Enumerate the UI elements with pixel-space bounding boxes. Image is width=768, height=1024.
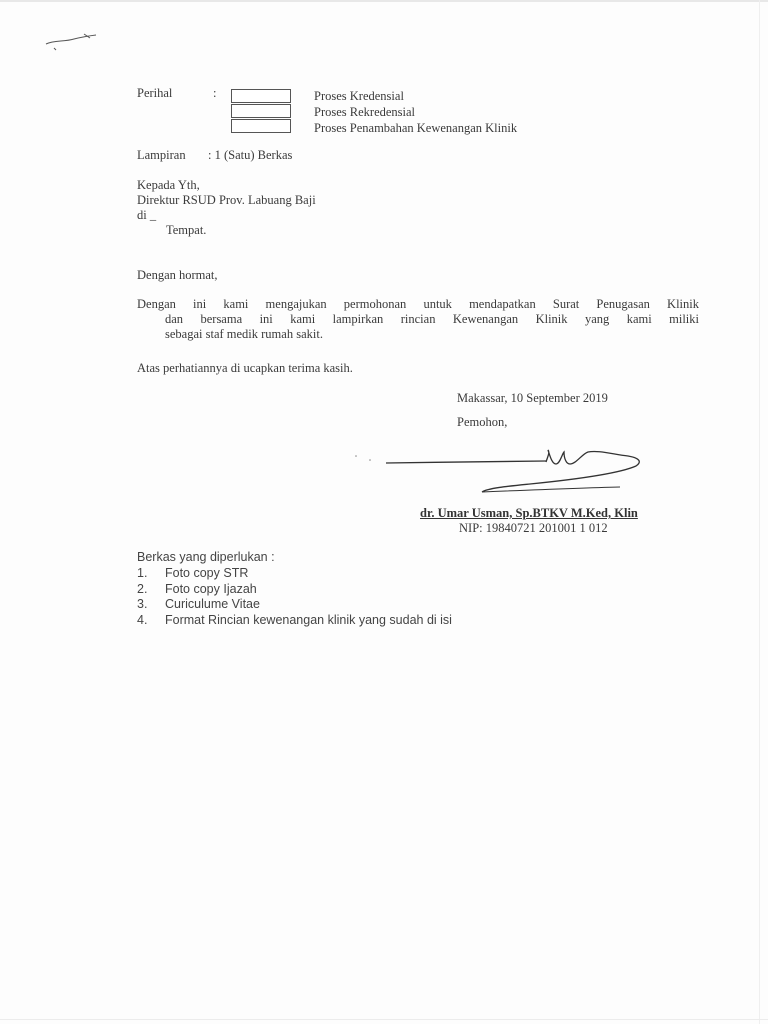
- recipient-di: di _: [137, 208, 157, 222]
- scan-edge-right: [759, 0, 760, 1024]
- list-item: 1. Foto copy STR: [137, 566, 249, 580]
- body-paragraph: [137, 297, 699, 342]
- list-item: 2. Foto copy Ijazah: [137, 581, 257, 596]
- signer-nip: NIP: 19840721 201001 1 012: [459, 521, 608, 535]
- recipient-title: Direktur RSUD Prov. Labuang Baji: [137, 193, 316, 207]
- perihal-colon: :: [213, 86, 217, 100]
- option-kredensial: Proses Kredensial: [314, 89, 404, 103]
- requirements-title: Berkas yang diperlukan :: [137, 550, 275, 564]
- scan-edge-top: [0, 0, 768, 2]
- requirements-list: [137, 566, 452, 628]
- body-line-3: sebagai staf medik rumah sakit.: [165, 327, 323, 341]
- checkbox-kredensial: [231, 89, 291, 103]
- signature-icon: [350, 446, 650, 504]
- perihal-label: Perihal: [137, 86, 173, 100]
- lampiran-value: : 1 (Satu) Berkas: [208, 148, 293, 162]
- closing-text: Atas perhatiannya di ucapkan terima kasih.: [137, 361, 353, 375]
- applicant-label: Pemohon,: [457, 415, 508, 429]
- list-item: 4. Format Rincian kewenangan klinik yang sudah di isi: [137, 612, 452, 627]
- signer-name: dr. Umar Usman, Sp.BTKV M.Ked, Klin: [420, 506, 638, 520]
- option-penambahan: Proses Penambahan Kewenangan Klinik: [314, 121, 518, 135]
- greeting: Dengan hormat,: [137, 268, 218, 282]
- checkbox-penambahan: [231, 119, 291, 133]
- option-rekredensial: Proses Rekredensial: [314, 105, 416, 119]
- scan-edge-bottom: [0, 1019, 768, 1020]
- recipient-place: Tempat.: [166, 223, 207, 237]
- body-line-1: Dengan ini kami mengajukan permohonan untuk mendapatkan Surat Penugasan Klinik: [137, 297, 699, 311]
- recipient-salutation: Kepada Yth,: [137, 178, 200, 192]
- body-line-2: dan bersama ini kami lampirkan rincian Kewenangan Klinik yang kami miliki: [165, 312, 699, 326]
- checkbox-rekredensial: [231, 104, 291, 118]
- lampiran-label: Lampiran: [137, 148, 186, 162]
- place-date: Makassar, 10 September 2019: [457, 391, 608, 405]
- list-item: 3. Curiculume Vitae: [137, 597, 260, 611]
- pen-mark-icon: [44, 30, 100, 52]
